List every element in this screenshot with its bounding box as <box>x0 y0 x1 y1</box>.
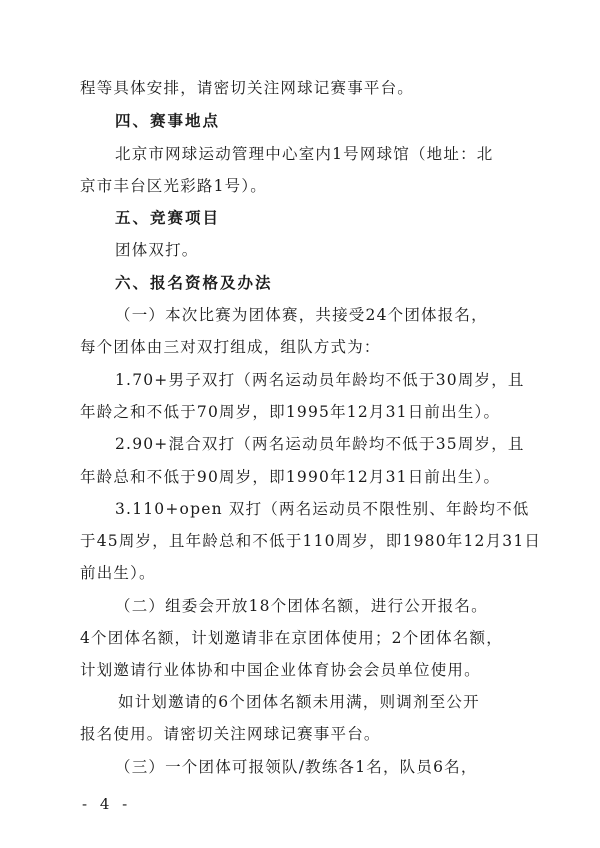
paragraph-line: 于45周岁，且年龄总和不低于110周岁，即1980年12月31日 <box>80 532 542 550</box>
section-heading-registration: 六、报名资格及办法 <box>115 273 273 292</box>
page-number: - 4 - <box>82 795 132 813</box>
paragraph-line: 团体双打。 <box>115 241 199 259</box>
paragraph-line: 每个团体由三对双打组成，组队方式为： <box>80 338 381 356</box>
section-heading-venue: 四、赛事地点 <box>115 111 221 130</box>
section-heading-events: 五、竞赛项目 <box>115 208 221 227</box>
paragraph-line: 京市丰台区光彩路1号）。 <box>80 177 268 195</box>
paragraph-line: （三）一个团体可报领队/教练各1名，队员6名， <box>115 758 478 776</box>
paragraph-line: 2.90+混合双打（两名运动员年龄均不低于35周岁，且 <box>115 435 525 453</box>
paragraph-line: 年龄之和不低于70周岁，即1995年12月31日前出生）。 <box>80 403 501 421</box>
paragraph-line: 程等具体安排，请密切关注网球记赛事平台。 <box>80 79 415 97</box>
paragraph-line: 年龄总和不低于90周岁，即1990年12月31日前出生）。 <box>80 468 501 486</box>
paragraph-line: 前出生）。 <box>80 564 156 582</box>
paragraph-line: 计划邀请行业体协和中国企业体育协会会员单位使用。 <box>80 661 481 679</box>
paragraph-line: 报名使用。请密切关注网球记赛事平台。 <box>80 725 381 743</box>
paragraph-line: 北京市网球运动管理中心室内1号网球馆（地址：北 <box>115 145 494 163</box>
paragraph-line: 如计划邀请的6个团体名额未用满，则调剂至公开 <box>118 693 480 711</box>
paragraph-line: （一）本次比赛为团体赛，共接受24个团体报名， <box>115 306 488 324</box>
paragraph-line: （二）组委会开放18个团体名额，进行公开报名。 <box>115 597 488 615</box>
paragraph-line: 1.70+男子双打（两名运动员年龄均不低于30周岁，且 <box>115 371 525 389</box>
paragraph-line: 4个团体名额，计划邀请非在京团体使用；2个团体名额， <box>80 629 503 647</box>
paragraph-line: 3.110+open 双打（两名运动员不限性别、年龄均不低 <box>115 500 530 518</box>
